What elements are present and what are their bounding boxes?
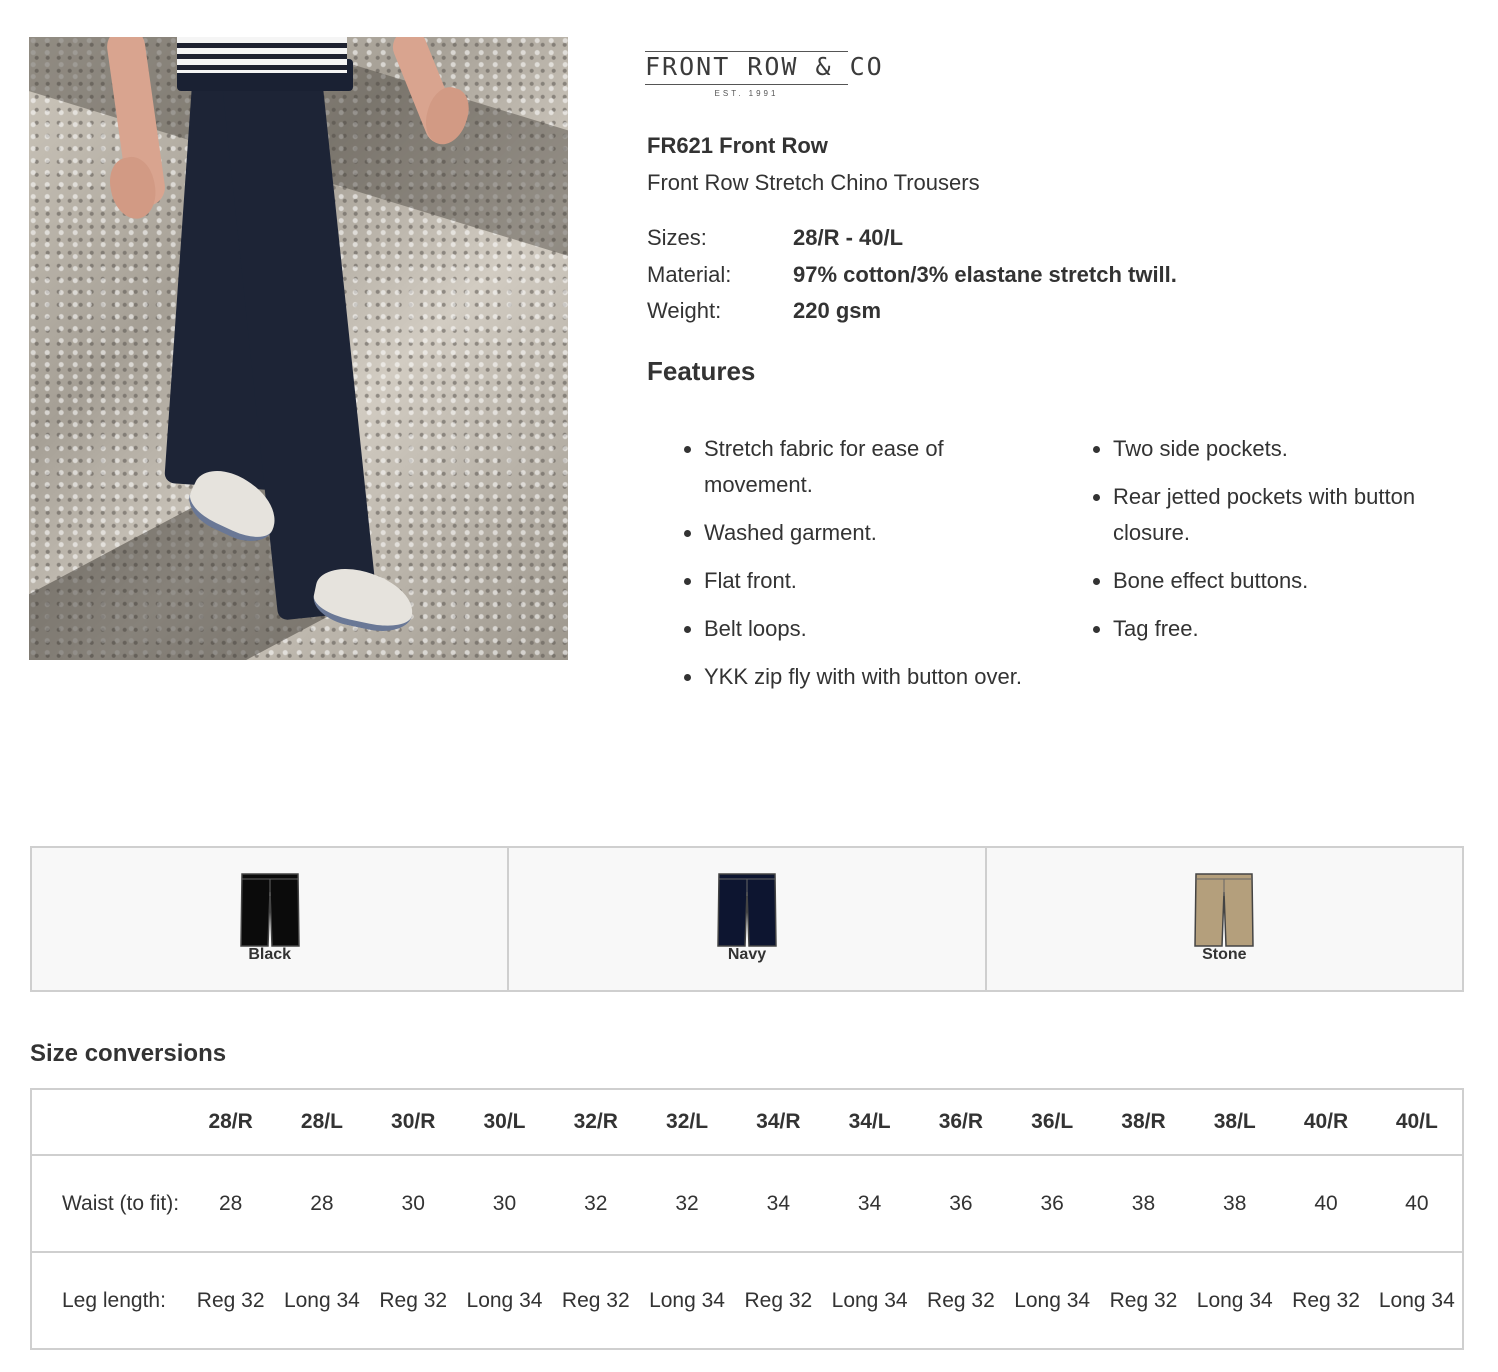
feature-item: Flat front. <box>684 563 1024 599</box>
table-cell: 32 <box>584 1192 608 1215</box>
feature-item: YKK zip fly with with button over. <box>684 659 1024 695</box>
table-cell: Reg 32 <box>733 1252 824 1349</box>
size-conversions-table <box>30 1088 1464 1350</box>
table-cell: 36 <box>949 1192 973 1215</box>
feature-item: Washed garment. <box>684 515 1024 551</box>
logo-rule-bottom <box>645 84 848 85</box>
brand-est: EST. 1991 <box>714 89 779 98</box>
feature-item: Rear jetted pockets with button closure. <box>1093 479 1463 551</box>
table-cell: 40 <box>1405 1192 1429 1215</box>
table-cell: 28 <box>310 1192 334 1215</box>
spec-value: 220 gsm <box>793 298 882 323</box>
table-cell: 36 <box>1040 1192 1064 1215</box>
table-cell: Long 34 <box>1372 1252 1463 1349</box>
table-header-row <box>31 1089 1463 1155</box>
table-cell: 32 <box>675 1192 699 1215</box>
feature-item: Two side pockets. <box>1093 431 1463 467</box>
colour-label: Stone <box>1202 946 1247 963</box>
table-cell: 34 <box>766 1192 790 1215</box>
size-header: 34/R <box>733 1089 824 1155</box>
size-header: 30/L <box>459 1089 550 1155</box>
size-header: 36/L <box>1007 1089 1098 1155</box>
features-list-left <box>684 431 1024 707</box>
product-name: Front Row Stretch Chino Trousers <box>647 170 980 195</box>
table-row-leg-length <box>31 1252 1463 1349</box>
size-header: 28/R <box>185 1089 276 1155</box>
size-header: 40/R <box>1280 1089 1371 1155</box>
trousers-icon <box>1194 870 1254 948</box>
feature-item: Tag free. <box>1093 611 1463 647</box>
spec-label: Sizes: <box>647 225 707 250</box>
product-code: FR621 Front Row <box>647 133 828 158</box>
size-header: 36/R <box>915 1089 1006 1155</box>
features-list-right <box>1093 431 1463 659</box>
product-photo <box>29 37 568 660</box>
colour-label: Navy <box>727 946 767 963</box>
colour-swatch-black[interactable] <box>32 848 509 990</box>
table-cell: Reg 32 <box>1098 1252 1189 1349</box>
table-cell: Long 34 <box>1007 1252 1098 1349</box>
size-header: 34/L <box>824 1089 915 1155</box>
table-cell: Long 34 <box>641 1252 732 1349</box>
table-cell: Reg 32 <box>550 1252 641 1349</box>
features-heading: Features <box>647 356 756 386</box>
size-header: 30/R <box>368 1089 459 1155</box>
table-cell: 30 <box>401 1192 425 1215</box>
table-cell: Long 34 <box>824 1252 915 1349</box>
table-corner-cell <box>31 1089 185 1155</box>
table-cell: 28 <box>218 1192 243 1215</box>
feature-item: Bone effect buttons. <box>1093 563 1463 599</box>
feature-item: Stretch fabric for ease of movement. <box>684 431 1024 503</box>
spec-value: 97% cotton/3% elastane stretch twill. <box>793 262 1177 287</box>
colour-swatches <box>30 846 1464 992</box>
size-header: 38/R <box>1098 1089 1189 1155</box>
feature-item: Belt loops. <box>684 611 1024 647</box>
table-cell: Reg 32 <box>915 1252 1006 1349</box>
table-cell: 38 <box>1223 1192 1247 1215</box>
colour-label: Black <box>248 946 292 963</box>
size-header: 28/L <box>276 1089 367 1155</box>
colour-swatch-stone[interactable] <box>987 848 1462 990</box>
size-header: 32/L <box>641 1089 732 1155</box>
table-cell: Long 34 <box>459 1252 550 1349</box>
table-cell: 34 <box>857 1192 882 1215</box>
size-header: 40/L <box>1372 1089 1463 1155</box>
trousers-icon <box>717 870 777 948</box>
size-header: 38/L <box>1189 1089 1280 1155</box>
table-cell: 40 <box>1314 1192 1338 1215</box>
brand-wordmark: FRONT ROW & CO <box>645 52 884 81</box>
size-conversions-heading: Size conversions <box>30 1040 227 1067</box>
table-cell: Reg 32 <box>185 1252 276 1349</box>
table-cell: Long 34 <box>1189 1252 1280 1349</box>
brand-logo <box>645 51 884 98</box>
table-cell: 30 <box>492 1192 517 1215</box>
table-row-waist <box>31 1155 1463 1252</box>
trousers-icon <box>240 870 300 948</box>
table-cell: Long 34 <box>276 1252 367 1349</box>
table-cell: Reg 32 <box>1280 1252 1371 1349</box>
table-cell: 38 <box>1131 1192 1156 1215</box>
table-cell: Reg 32 <box>368 1252 459 1349</box>
spec-value: 28/R - 40/L <box>793 225 904 250</box>
row-label: Waist (to fit): <box>62 1192 180 1215</box>
spec-label: Material: <box>647 262 732 287</box>
row-label: Leg length: <box>31 1252 185 1349</box>
colour-swatch-navy[interactable] <box>509 848 986 990</box>
spec-label: Weight: <box>647 298 722 323</box>
size-header: 32/R <box>550 1089 641 1155</box>
